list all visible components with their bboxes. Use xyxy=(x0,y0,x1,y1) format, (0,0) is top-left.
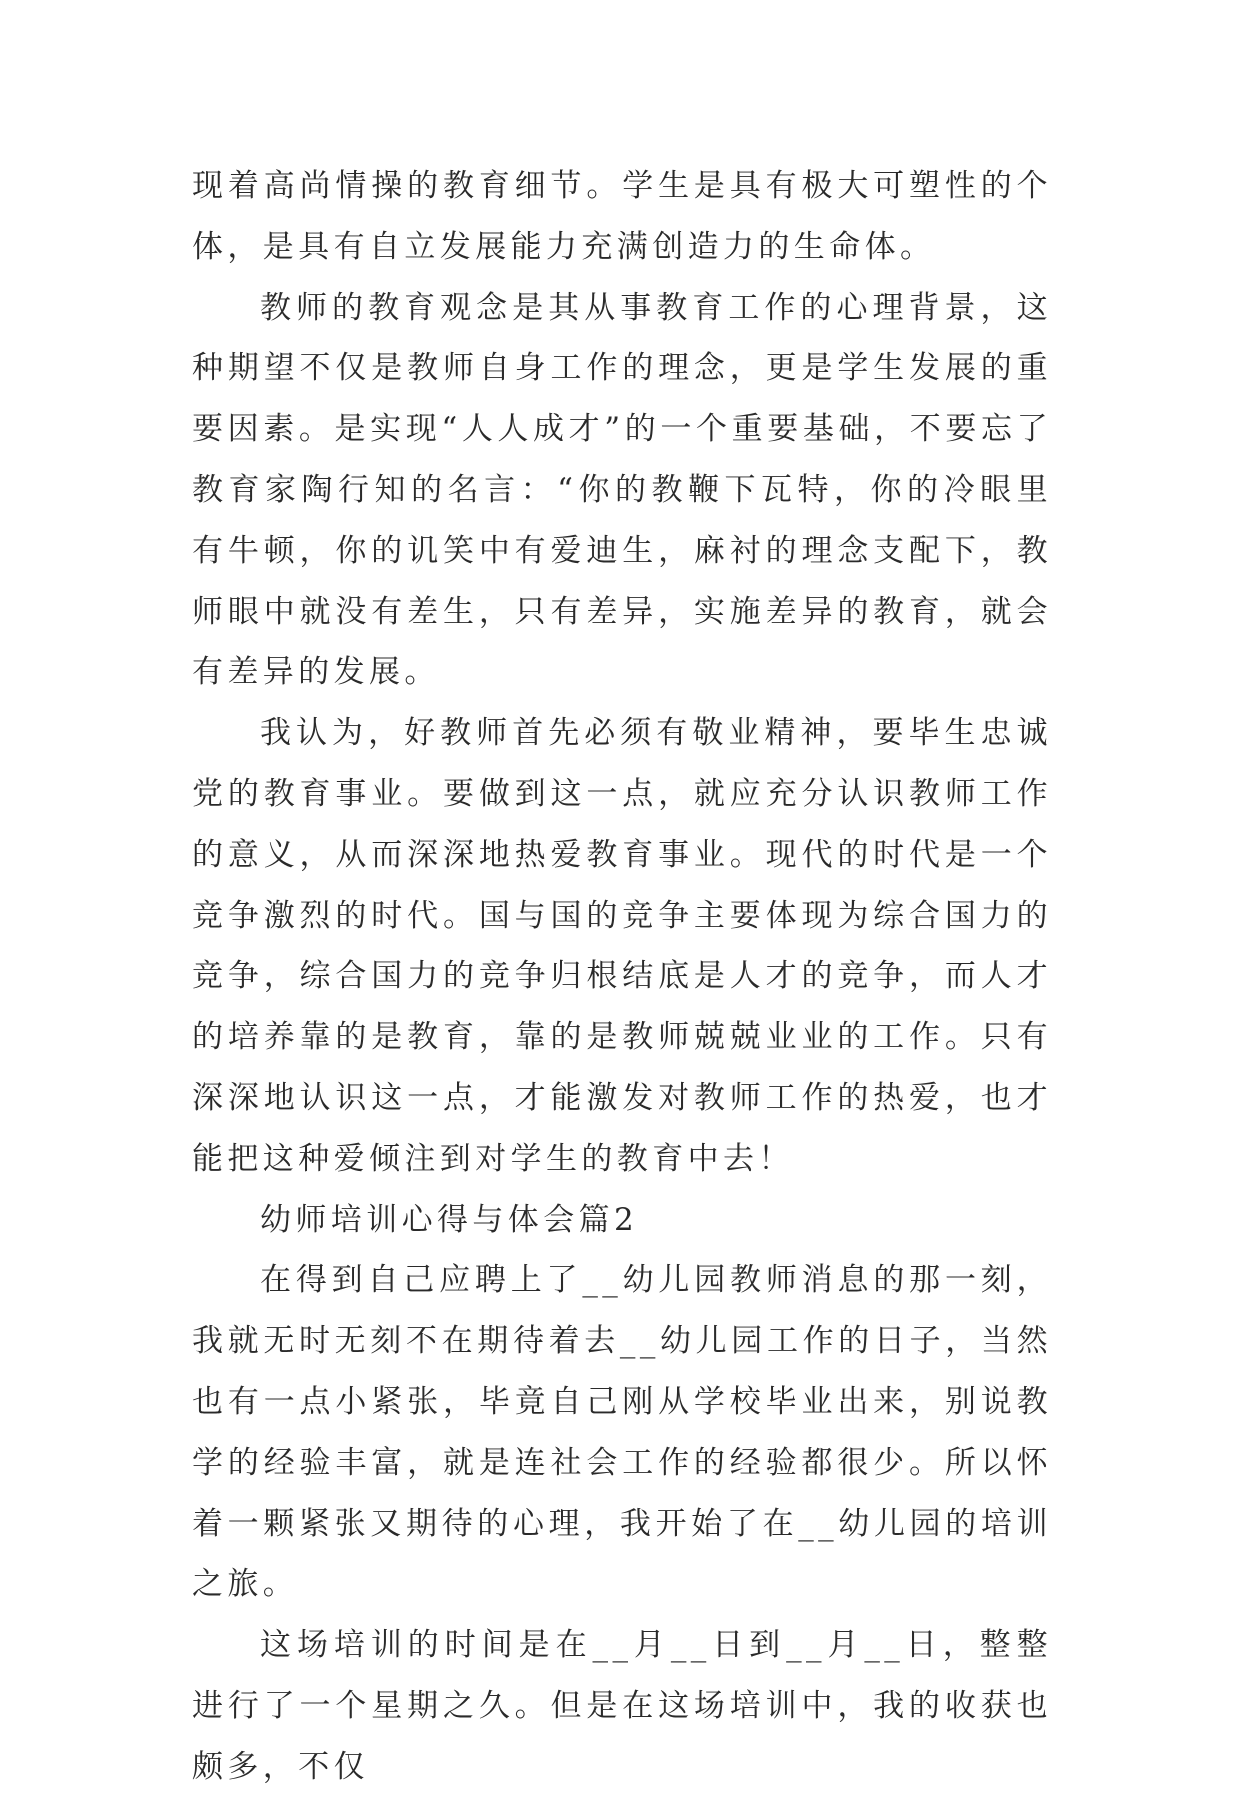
paragraph-5: 这场培训的时间是在__月__日到__月__日，整整进行了一个星期之久。但是在这场培训中，我的收获也颇多，不仅 xyxy=(192,1627,1052,1785)
paragraph-1: 现着高尚情操的教育细节。学生是具有极大可塑性的个体，是具有自立发展能力充满创造力的生命体。 xyxy=(192,168,1052,265)
paragraph-3: 我认为，好教师首先必须有敬业精神，要毕生忠诚党的教育事业。要做到这一点，就应充分认识教师工作的意义，从而深深地热爱教育事业。现代的时代是一个竞争激烈的时代。国与国的竞争主要体现为综合国力的竞争，综合国力的竞争归根结底是人才的竞争，而人才的培养靠的是教育，靠的是教师兢兢业业的工作。只有深深地认识这一点，才能激发对教师工作的热爱，也才能把这种爱倾注到对学生的教育中去！ xyxy=(192,715,1052,1177)
paragraph-4: 在得到自己应聘上了__幼儿园教师消息的那一刻，我就无时无刻不在期待着去__幼儿园工作的日子，当然也有一点小紧张，毕竟自己刚从学校毕业出来，别说教学的经验丰富，就是连社会工作的经验都很少。所以怀着一颗紧张又期待的心理，我开始了在__幼儿园的培训之旅。 xyxy=(192,1262,1052,1603)
document-body xyxy=(192,156,1052,1798)
paragraph-2: 教师的教育观念是其从事教育工作的心理背景，这种期望不仅是教师自身工作的理念，更是学生发展的重要因素。是实现“人人成才”的一个重要基础，不要忘了教育家陶行知的名言：“你的教鞭下瓦特，你的冷眼里有牛顿，你的讥笑中有爱迪生，麻衬的理念支配下，教师眼中就没有差生，只有差异，实施差异的教育，就会有差异的发展。 xyxy=(192,289,1052,691)
section-heading: 幼师培训心得与体会篇2 xyxy=(260,1201,639,1238)
